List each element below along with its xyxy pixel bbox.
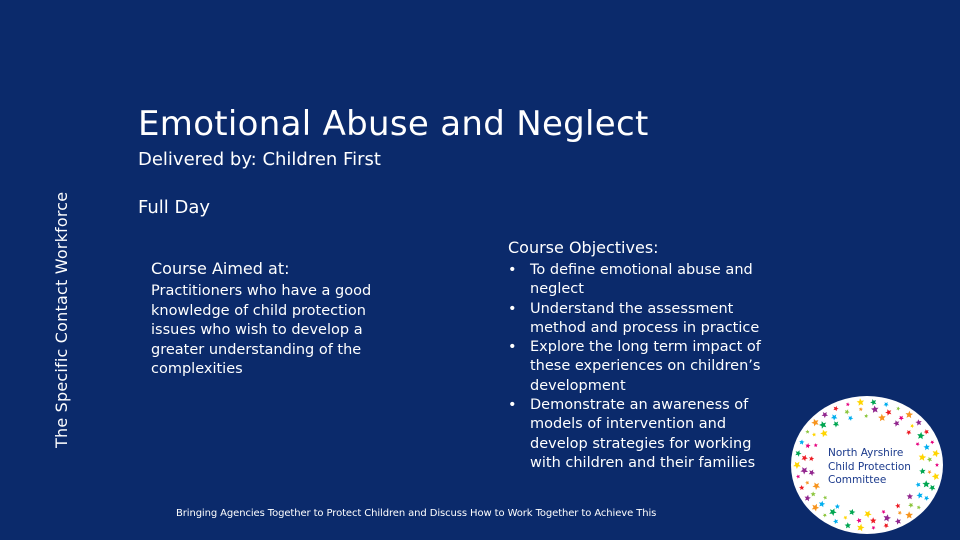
side-label: The Specific Contact Workforce bbox=[52, 191, 71, 448]
objective-item: • Demonstrate an awareness of models of intervention and develop strategies for working with children and their families bbox=[508, 396, 785, 473]
objective-item: • Explore the long term impact of these experiences on children’s development bbox=[508, 338, 785, 396]
objectives-heading: Course Objectives: bbox=[508, 238, 659, 257]
page-title: Emotional Abuse and Neglect bbox=[138, 104, 649, 144]
aimed-heading: Course Aimed at: bbox=[151, 259, 290, 278]
badge-line-2: Child Protection bbox=[828, 460, 911, 473]
delivered-by: Delivered by: Children First bbox=[138, 149, 381, 170]
course-duration: Full Day bbox=[138, 197, 211, 218]
objectives-section bbox=[508, 238, 798, 473]
footer-tagline: Bringing Agencies Together to Protect Children and Discuss How to Work Together to Achieve This bbox=[176, 508, 657, 519]
badge-line-3: Committee bbox=[828, 474, 887, 486]
badge-line-1: North Ayrshire bbox=[828, 447, 904, 459]
committee-logo bbox=[790, 395, 948, 535]
objective-item: • To define emotional abuse and neglect bbox=[508, 261, 785, 300]
aimed-text: Practitioners who have a good knowledge of child protection issues who wish to develop a greater understanding of the complexities bbox=[151, 283, 372, 377]
objectives-list bbox=[508, 261, 798, 473]
badge-text bbox=[828, 447, 911, 488]
aimed-section bbox=[151, 259, 401, 380]
objective-item: • Understand the assessment method and process in practice bbox=[508, 300, 785, 339]
